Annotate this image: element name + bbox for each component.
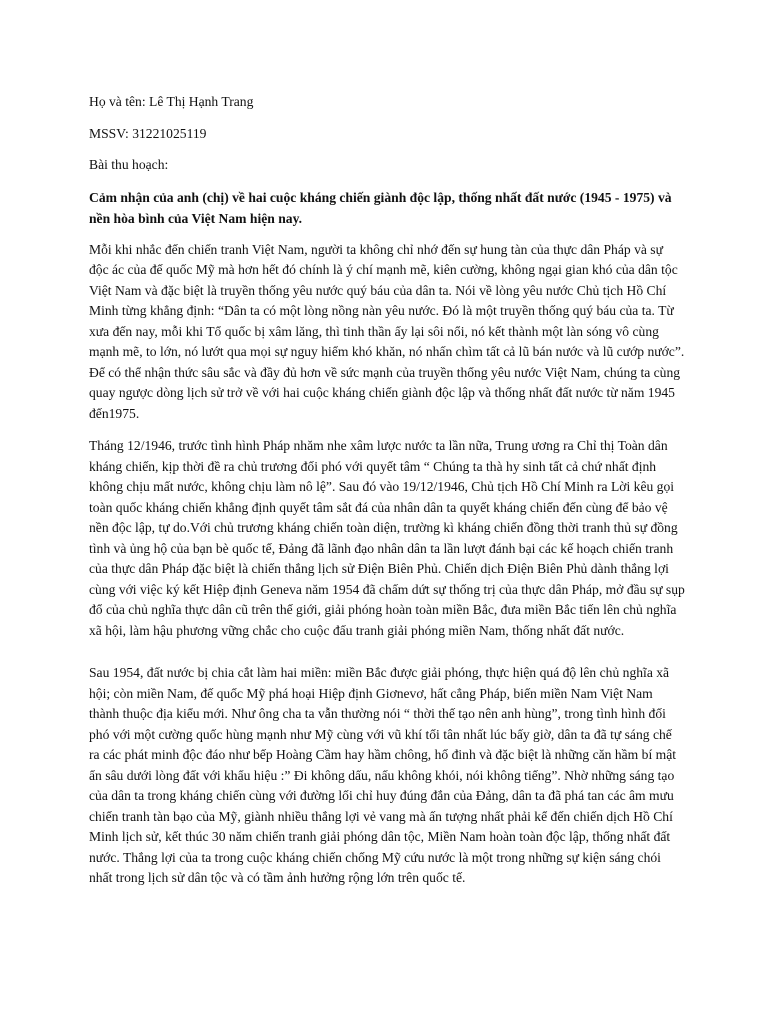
essay-title: Cảm nhận của anh (chị) về hai cuộc kháng chiến giành độc lập, thống nhất đất nước (1945 - 1975) và nền hòa bình của Việt Nam hiện nay. — [89, 189, 672, 226]
paragraph-intro: Mỗi khi nhắc đến chiến tranh Việt Nam, người ta không chỉ nhớ đến sự hung tàn của thực dân Pháp và sự độc ác của đế quốc Mỹ mà hơn hết đó chính là ý chí mạnh mẽ, kiên cường, không ngại gian khó của dân tộc Việt Nam và đặc biệt là truyền thống yêu nước quý báu của dân ta. Nói về lòng yêu nước Chủ tịch Hồ Chí Minh từng khẳng định: “Dân ta có một lòng nồng nàn yêu nước. Đó là một truyền thống quý báu của ta. Từ xưa đến nay, mỗi khi Tổ quốc bị xâm lăng, thì tinh thần ấy lại sôi nổi, nó kết thành một làn sóng vô cùng mạnh mẽ, to lớn, nó lướt qua mọi sự nguy hiểm khó khăn, nó nhấn chìm tất cả lũ bán nước và lũ cướp nước”. Để có thể nhận thức sâu sắc và đầy đủ hơn về sức mạnh của truyền thống yêu nước Việt Nam, chúng ta cùng quay ngược dòng lịch sử trở về với hai cuộc kháng chiến giành độc lập và thống nhất đất nước từ năm 1945 đến1975. — [89, 241, 685, 421]
paragraph-american-war: Sau 1954, đất nước bị chia cắt làm hai miền: miền Bắc được giải phóng, thực hiện quá độ lên chủ nghĩa xã hội; còn miền Nam, đế quốc Mỹ phá hoại Hiệp định Giơnevơ, hất cẳng Pháp, biến miền Nam Việt Nam thành thuộc địa kiểu mới. Như ông cha ta vẫn thường nói “ thời thế tạo nên anh hùng”, trong tình hình đối phó với một cường quốc hùng mạnh như Mỹ cùng với vũ khí tối tân nhất lúc bấy giờ, dân ta đã tự sáng chế ra các phát minh độc đáo như bếp Hoàng Cầm hay hầm chông, hố đinh và đặc biệt là những căn hầm bí mật ẩn sâu dưới lòng đất với khẩu hiệu :” Đi không dấu, nấu không khói, nói không tiếng”. Nhờ những sáng tạo của dân ta trong kháng chiến cùng với đường lối chỉ huy đúng đắn của Đảng, dân ta đã phá tan các âm mưu chiến tranh tàn bạo của Mỹ, giành nhiều thắng lợi vẻ vang mà ấn tượng nhất phải kể đến chiến dịch Hồ Chí Minh lịch sử, kết thúc 30 năm chiến tranh giải phóng dân tộc, Miền Nam hoàn toàn độc lập, thống nhất đất nước. Thắng lợi của ta trong cuộc kháng chiến chống Mỹ cứu nước là một trong những sự kiện sáng chói nhất trong lịch sử dân tộc và có tầm ảnh hưởng rộng lớn trên quốc tế. — [89, 665, 677, 885]
student-id: MSSV: 31221025119 — [89, 125, 207, 141]
student-name: Họ và tên: Lê Thị Hạnh Trang — [89, 94, 254, 109]
document-page — [89, 92, 685, 901]
paragraph-french-war: Tháng 12/1946, trước tình hình Pháp nhăm nhe xâm lược nước ta lần nữa, Trung ương ra Chỉ thị Toàn dân kháng chiến, kịp thời đề ra chủ trương đối phó với quyết tâm “ Chúng ta thà hy sinh tất cả chứ nhất định không chịu mất nước, không chịu làm nô lệ”. Sau đó vào 19/12/1946, Chủ tịch Hồ Chí Minh ra Lời kêu gọi toàn quốc kháng chiến khẳng định quyết tâm sắt đá của nhân dân ta quyết kháng chiến đến cùng để bảo vệ nền độc lập, tự do.Với chủ trương kháng chiến toàn diện, trường kì kháng chiến đồng thời tranh thủ sự đồng tình và ủng hộ của bạn bè quốc tế, Đảng đã lãnh đạo nhân dân ta lần lượt đánh bại các kế hoạch chiến tranh của thực dân Pháp đặc biệt là chiến thắng lịch sử Điện Biên Phủ. Chiến dịch Điện Biên Phủ dành thắng lợi cùng với việc ký kết Hiệp định Geneva năm 1954 đã chấm dứt sự thống trị của thực dân Pháp, mở đầu sự sụp đổ của chủ nghĩa thực dân cũ trên thế giới, giải phóng hoàn toàn miền Bắc, đưa miền Bắc tiến lên chủ nghĩa xã hội, làm hậu phương vững chắc cho cuộc đấu tranh giải phóng miền Nam, thống nhất đất nước. — [89, 438, 685, 638]
assignment-label: Bài thu hoạch: — [89, 157, 169, 172]
